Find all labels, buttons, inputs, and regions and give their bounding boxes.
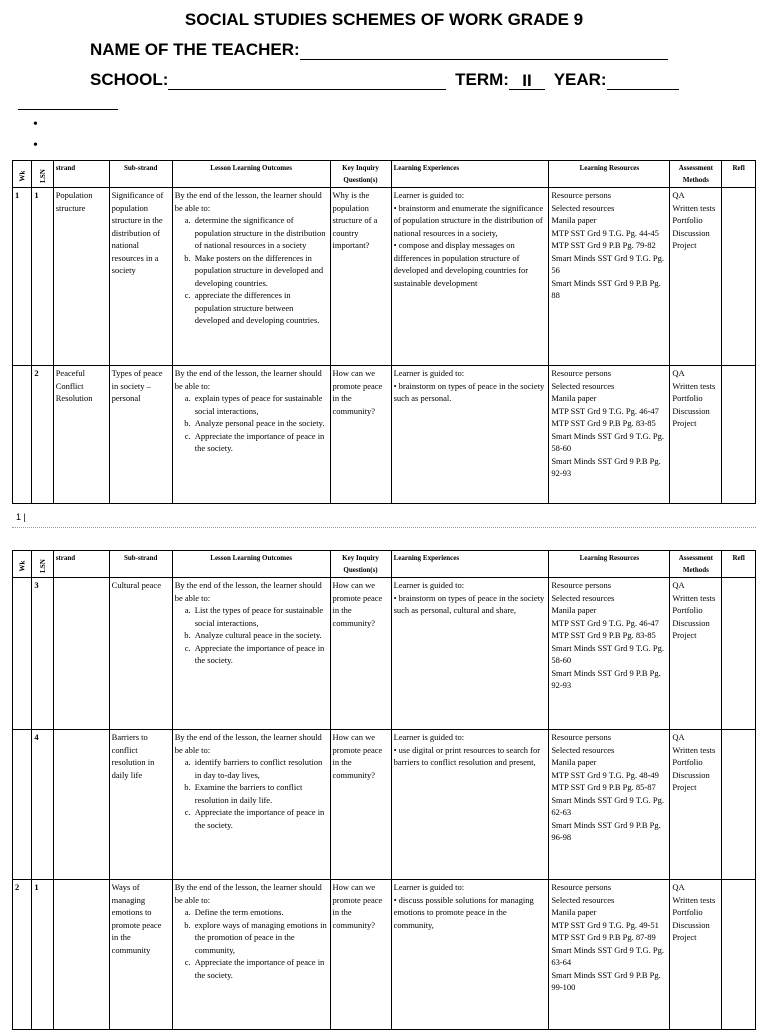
teacher-line (90, 40, 768, 60)
outcomes-list (175, 906, 328, 981)
resource-item: Resource persons (551, 882, 612, 892)
col-header-strand: strand (53, 551, 109, 578)
cell-reflection[interactable] (722, 730, 756, 880)
outcomes-list (175, 392, 328, 455)
cell-resources (549, 366, 670, 504)
table-row (13, 366, 756, 504)
assessment-item: Written tests (672, 592, 716, 603)
cell-reflection[interactable] (722, 366, 756, 504)
outcomes-intro: By the end of the lesson, the learner should be able to: (174, 580, 322, 603)
assessment-item: QA (672, 368, 685, 378)
resource-item: MTP SST Grd 9 T.G. Pg. 46-47 (551, 405, 659, 416)
outcome-item: c. Appreciate the importance of peace in the society. (193, 806, 328, 831)
col-header-assessment: Assessment Methods (670, 551, 722, 578)
resource-item: Smart Minds SST Grd 9 T.G. Pg. 62-63 (551, 794, 664, 817)
school-label: SCHOOL: (90, 70, 169, 89)
school-line (90, 70, 768, 90)
experience-line: Learner is guided to: (393, 190, 465, 200)
assessment-item: Discussion (672, 769, 710, 780)
outcomes-intro: By the end of the lesson, the learner should be able to: (174, 190, 322, 213)
assessment-item: Portfolio (672, 757, 703, 767)
cell-assessment (670, 880, 722, 1030)
outcome-item: a. explain types of peace for sustainable social interactions, (193, 392, 328, 417)
col-header-resources: Learning Resources (549, 551, 670, 578)
col-header-experiences: Learning Experiences (391, 551, 549, 578)
resource-item: MTP SST Grd 9 P.B Pg. 79-82 (551, 240, 656, 250)
resource-item: Manila paper (551, 393, 597, 403)
assessment-item: QA (672, 580, 685, 590)
bullet-2: • (33, 138, 38, 153)
cell-assessment (670, 366, 722, 504)
header-row (13, 551, 756, 578)
col-header-outcomes: Lesson Learning Outcomes (172, 551, 330, 578)
outcome-item: c. appreciate the differences in population structure between developed and developing countries. (193, 289, 328, 327)
table-row (13, 188, 756, 366)
col-header-reflection: Refl (722, 551, 756, 578)
bullet-1: • (33, 117, 38, 132)
cell-assessment (670, 188, 722, 366)
col-header-label: Wk (18, 170, 27, 182)
col-header-label: LSN (38, 169, 47, 183)
assessment-item: Project (672, 418, 697, 428)
table-row (13, 730, 756, 880)
cell-week: 1 (13, 188, 32, 366)
resource-item: Smart Minds SST Grd 9 T.G. Pg. 58-60 (551, 642, 664, 665)
col-header-experiences: Learning Experiences (391, 161, 549, 188)
resource-item: Resource persons (551, 368, 612, 378)
outcomes-intro: By the end of the lesson, the learner should be able to: (174, 882, 322, 905)
cell-reflection[interactable] (722, 578, 756, 730)
outcome-item: b. Examine the barriers to conflict resolution in daily life. (193, 781, 328, 806)
resource-item: Manila paper (551, 215, 597, 225)
scheme-table-page-1 (12, 160, 756, 504)
school-blank[interactable] (168, 71, 446, 90)
teacher-label: NAME OF THE TEACHER: (90, 40, 300, 59)
col-header-strand: strand (53, 161, 109, 188)
cell-experiences (391, 188, 549, 366)
cell-week (13, 366, 32, 504)
assessment-item: QA (672, 732, 685, 742)
table-row (13, 880, 756, 1030)
resource-item: Selected resources (551, 202, 615, 213)
assessment-item: QA (672, 882, 685, 892)
resource-item: Selected resources (551, 380, 615, 391)
page-title: SOCIAL STUDIES SCHEMES OF WORK GRADE 9 (184, 10, 584, 29)
cell-strand (53, 730, 109, 880)
cell-assessment (670, 578, 722, 730)
cell-inquiry-question: How can we promote peace in the community? (330, 578, 391, 730)
resource-item: MTP SST Grd 9 T.G. Pg. 46-47 (551, 617, 659, 628)
outcome-item: b. Make posters on the differences in population structure in developed and developing countries. (193, 252, 328, 290)
resource-item: MTP SST Grd 9 P.B Pg. 85-87 (551, 782, 656, 792)
outcome-item: b. Analyze cultural peace in the society. (193, 629, 328, 642)
col-header-reflection: Refl (722, 161, 756, 188)
experience-line: Learner is guided to: (393, 368, 465, 378)
experience-line: • compose and display messages on differences in population structure of developed and developing countries for (393, 240, 529, 275)
assessment-item: Project (672, 932, 697, 942)
assessment-item: Written tests (672, 744, 716, 755)
outcome-item: a. identify barriers to conflict resolution in day to-day lives, (193, 756, 328, 781)
cell-substrand: Types of peace in society – personal (109, 366, 172, 504)
outcome-item: c. Appreciate the importance of peace in the society. (193, 956, 328, 981)
col-header-outcomes: Lesson Learning Outcomes (172, 161, 330, 188)
outcome-item: c. Appreciate the importance of peace in the society. (193, 642, 328, 667)
scheme-table-page-2 (12, 550, 756, 1030)
assessment-item: Discussion (672, 919, 710, 930)
cell-assessment (670, 730, 722, 880)
col-header-assessment: Assessment Methods (670, 161, 722, 188)
resource-item: MTP SST Grd 9 P.B Pg. 87-89 (551, 932, 656, 942)
experience-line: • brainstorm on types of peace in the society such as personal. (393, 380, 545, 403)
resource-item: Smart Minds SST Grd 9 T.G. Pg. 58-60 (551, 430, 664, 453)
cell-outcomes (172, 188, 330, 366)
resource-item: Smart Minds SST Grd 9 P.B Pg. 92-93 (551, 455, 661, 478)
experience-line: • brainstorm on types of peace in the society such as personal, cultural and share, (393, 592, 545, 615)
experience-line: sustainable development (393, 277, 478, 288)
cell-lesson: 3 (32, 578, 53, 730)
resource-item: Smart Minds SST Grd 9 T.G. Pg. 56 (551, 252, 664, 275)
col-header-label: Wk (18, 560, 27, 572)
assessment-item: Discussion (672, 405, 710, 416)
cell-substrand: Cultural peace (109, 578, 172, 730)
table-row (13, 578, 756, 730)
outcome-item: b. Analyze personal peace in the society. (193, 417, 328, 430)
cell-strand (53, 578, 109, 730)
cell-outcomes (172, 578, 330, 730)
term-value[interactable]: II (509, 71, 545, 90)
col-header-substrand: Sub-strand (109, 551, 172, 578)
outcome-item: a. determine the significance of population structure in the distribution of national resources in a society (193, 214, 328, 252)
col-header-inquiry: Key Inquiry Question(s) (330, 161, 391, 188)
resource-item: Smart Minds SST Grd 9 P.B Pg. 99-100 (551, 969, 661, 992)
assessment-item: QA (672, 190, 685, 200)
resource-item: Manila paper (551, 605, 597, 615)
cell-strand: Peaceful Conflict Resolution (53, 366, 109, 504)
cell-outcomes (172, 366, 330, 504)
cell-substrand: Ways of managing emotions to promote peace in the community (109, 880, 172, 1030)
resource-item: Manila paper (551, 757, 597, 767)
outcome-item: c. Appreciate the importance of peace in the society. (193, 430, 328, 455)
cell-inquiry-question: How can we promote peace in the community? (330, 366, 391, 504)
cell-substrand: Barriers to conflict resolution in daily life (109, 730, 172, 880)
assessment-item: Discussion (672, 617, 710, 628)
outcomes-list (175, 604, 328, 667)
header-row (13, 161, 756, 188)
assessment-item: Portfolio (672, 215, 703, 225)
assessment-item: Project (672, 630, 697, 640)
experience-line: Learner is guided to: (393, 882, 465, 892)
cell-experiences (391, 730, 549, 880)
cell-lesson: 4 (32, 730, 53, 880)
outcomes-intro: By the end of the lesson, the learner should be able to: (174, 732, 322, 755)
experience-line: • brainstorm and enumerate the significance of population structure in the distribution of national resources in a society, (393, 202, 544, 238)
resource-item: Smart Minds SST Grd 9 T.G. Pg. 63-64 (551, 944, 664, 967)
cell-lesson: 2 (32, 366, 53, 504)
cell-resources (549, 880, 670, 1030)
term-label: TERM: (455, 70, 509, 89)
assessment-item: Portfolio (672, 605, 703, 615)
resource-item: MTP SST Grd 9 T.G. Pg. 44-45 (551, 227, 659, 238)
cell-resources (549, 578, 670, 730)
teacher-blank[interactable] (300, 41, 668, 60)
cell-strand (53, 880, 109, 1030)
resource-item: MTP SST Grd 9 T.G. Pg. 48-49 (551, 769, 659, 780)
cell-substrand: Significance of population structure in the distribution of national resources in a society (109, 188, 172, 366)
resource-item: Resource persons (551, 580, 612, 590)
cell-experiences (391, 880, 549, 1030)
experience-line: Learner is guided to: (393, 580, 465, 590)
assessment-item: Written tests (672, 380, 716, 391)
cell-reflection[interactable] (722, 188, 756, 366)
cell-week (13, 730, 32, 880)
resource-item: MTP SST Grd 9 T.G. Pg. 49-51 (551, 919, 659, 930)
cell-lesson: 1 (32, 880, 53, 1030)
assessment-item: Project (672, 782, 697, 792)
page-footer: 1 | (16, 512, 26, 522)
assessment-item: Project (672, 240, 697, 250)
col-header-substrand: Sub-strand (109, 161, 172, 188)
resource-item: Smart Minds SST Grd 9 P.B Pg. 96-98 (551, 819, 661, 842)
cell-week: 2 (13, 880, 32, 1030)
cell-experiences (391, 578, 549, 730)
resource-item: Resource persons (551, 732, 612, 742)
experience-line: • discuss possible solutions for managing emotions to promote peace in the community, (393, 894, 534, 930)
resource-item: Smart Minds SST Grd 9 P.B Pg. 92-93 (551, 667, 661, 690)
col-header-inquiry: Key Inquiry Question(s) (330, 551, 391, 578)
resource-item: Selected resources (551, 894, 615, 905)
resource-item: Manila paper (551, 907, 597, 917)
resource-item: Resource persons (551, 190, 612, 200)
col-header-label: LSN (38, 559, 47, 573)
outcomes-intro: By the end of the lesson, the learner should be able to: (174, 368, 322, 391)
short-rule (18, 109, 118, 110)
assessment-item: Portfolio (672, 393, 703, 403)
outcome-item: a. List the types of peace for sustainable social interactions, (193, 604, 328, 629)
cell-inquiry-question: How can we promote peace in the community? (330, 730, 391, 880)
cell-reflection[interactable] (722, 880, 756, 1030)
outcome-item: a. Define the term emotions. (193, 906, 328, 919)
assessment-item: Portfolio (672, 907, 703, 917)
cell-outcomes (172, 730, 330, 880)
page-break (12, 527, 756, 528)
outcomes-list (175, 214, 328, 327)
col-header-resources: Learning Resources (549, 161, 670, 188)
cell-lesson: 1 (32, 188, 53, 366)
assessment-item: Written tests (672, 894, 716, 905)
cell-outcomes (172, 880, 330, 1030)
col-header-lsn (32, 161, 53, 188)
year-blank[interactable] (607, 71, 679, 90)
assessment-item: Written tests (672, 202, 716, 213)
assessment-item: Discussion (672, 227, 710, 238)
cell-inquiry-question: Why is the population structure of a country important? (330, 188, 391, 366)
outcome-item: b. explore ways of managing emotions in the promotion of peace in the community, (193, 919, 328, 957)
experience-line: Learner is guided to: (393, 732, 465, 742)
cell-resources (549, 188, 670, 366)
experience-line: • use digital or print resources to search for barriers to conflict resolution and present, (393, 744, 541, 767)
outcomes-list (175, 756, 328, 831)
cell-strand: Population structure (53, 188, 109, 366)
cell-experiences (391, 366, 549, 504)
resource-item: Selected resources (551, 592, 615, 603)
resource-item: MTP SST Grd 9 P.B Pg. 83-85 (551, 630, 656, 640)
cell-inquiry-question: How can we promote peace in the community? (330, 880, 391, 1030)
resource-item: Selected resources (551, 744, 615, 755)
year-label: YEAR: (553, 70, 607, 89)
cell-week (13, 578, 32, 730)
resource-item: MTP SST Grd 9 P.B Pg. 83-85 (551, 418, 656, 428)
col-header-wk (13, 551, 32, 578)
col-header-lsn (32, 551, 53, 578)
cell-resources (549, 730, 670, 880)
col-header-wk (13, 161, 32, 188)
resource-item: Smart Minds SST Grd 9 P.B Pg. 88 (551, 277, 661, 300)
